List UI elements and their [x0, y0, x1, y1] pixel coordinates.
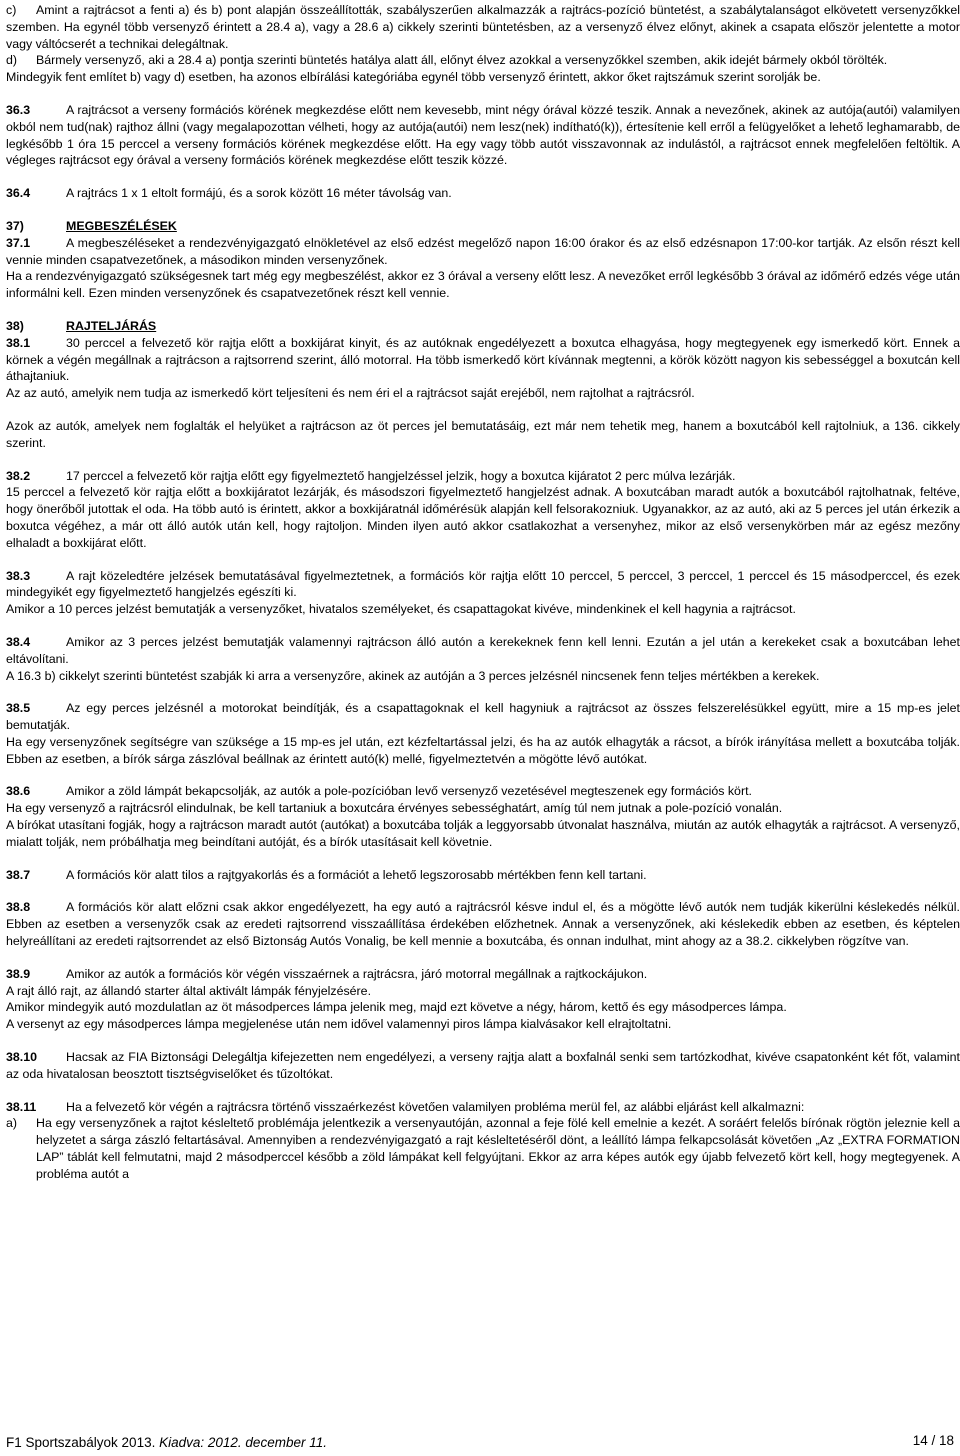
section-text: 17 perccel a felvezető kör rajtja előtt egy figyelmeztető hangjelzéssel jelzik, hogy a boxutca kijáratot 2 perc múlva lezárják. [66, 468, 736, 483]
section-number: 38.6 [6, 784, 31, 799]
section-38-11-a [6, 1115, 960, 1182]
paragraph-c [6, 2, 960, 52]
section-38-9 [6, 966, 960, 983]
section-38-4 [6, 634, 960, 668]
section-text: 30 perccel a felvezető kör rajtja előtt a boxkijárat kinyit, és az autóknak engedélyezett a boxutca elhagyása, hogy megtegyenek egy ismerkedő kört. Ennek a körnek a végén megállnak a rajtrácson a rajtsorrend szerint, álló motorral. Ha több ismerkedő kört kívánnak megtenni, a körök között nagyon kis sebességgel a boxutcán kell áthajtaniuk. [6, 335, 960, 384]
section-text: A rajtrács 1 x 1 eltolt formájú, és a sorok között 16 méter távolság van. [66, 186, 452, 201]
section-number: 38.2 [6, 468, 31, 483]
section-number: 36.4 [6, 186, 31, 201]
section-number: 38.3 [6, 568, 31, 583]
section-38-5-b: Ha egy versenyzőnek segítségre van szüksége a 15 mp-es jel után, ezt kézfeltartással jelzi, és ha az autók elhagyták a rácsot, a bírók irányítása mellett a boxutcába tolják. Ebben az esetben, a bírók sárga zászlóval beállnak az érintett autó(k) mellé, figyelmeztetvén a mögötte lévő autókat. [6, 734, 960, 766]
section-38-4-b: A 16.3 b) cikkelyt szerinti büntetést szabják ki arra a versenyzőre, akinek az autóján a 3 perces jelzésnél nincsenek fenn teljes mértékben a kerekek. [6, 668, 820, 683]
section-text: Amikor az autók a formációs kör végén visszaérnek a rajtrácsra, járó motorral megállnak a rajtkockájukon. [66, 966, 648, 981]
paragraph-c-text: Amint a rajtrácsot a fenti a) és b) pont alapján összeállították, szabályszerűen alkalmazzák a rajtrács-pozíció büntetést, a szabálytalanságot elkövetett versenyzőkkel szemben. Ha egynél több versenyző érintett a 28.4 a), vagy a 28.6 a) cikkely szerinti büntetésben, az a versenyző élvez előnyt, akinek a csapata először jelentette a motor vagy váltócserét a technikai delegáltnak. [6, 3, 960, 51]
heading-number: 37) [6, 218, 24, 233]
section-number: 38.8 [6, 900, 31, 915]
section-38-6-c: A bírókat utasítani fogják, hogy a rajtrácson maradt autót (autókat) a boxutcába tolják a leggyorsabb útvonalat használva, miután az autók elhagyták a rajtrácsot. A versenyző, mialatt tolják, nem próbálhatja meg beindítani autóját, és a bírók utasításait kell követnie. [6, 818, 960, 849]
section-38-9-d: A versenyt az egy másodperces lámpa megjelenése után nem idővel valamennyi piros lámpa kialvásakor kell elrajtoltatni. [6, 1017, 672, 1032]
footer-doc-edition: Kiadva: 2012. december 11. [159, 1435, 327, 1451]
section-number: 38.5 [6, 701, 31, 716]
paragraph-d-text: Bármely versenyző, aki a 28.4 a) pontja szerinti büntetés hatálya alatt áll, előnyt élvez azokkal a versenyzőkkel szemben, akik idejét bármely okból törölték. [36, 53, 888, 68]
heading-37 [6, 218, 960, 235]
section-38-5 [6, 700, 960, 734]
section-number: 36.3 [6, 102, 31, 117]
section-text: A rajtrácsot a verseny formációs körének megkezdése előtt nem kevesebb, mint négy órával közzé teszik. Annak a nevezőnek, akinek az autója(autói) valamilyen okból nem tud(nak) rajthoz állni (vagy megalapozottan vélheti, hogy az autója(autói) nem lesz(nek) indítható(k)), értesítenie kell erről a felügyelőket a lehető leghamarabb, de legkésőbb 1 óra 15 perccel a verseny formációs körének megkezdése előtt. Ha egy vagy több autót visszavonnak az indulástól, a rajtrácsot ennek megfelelően feltöltik. A végleges rajtrácsot egy órával a verseny formációs körének megkezdése előtt teszik közzé. [6, 102, 960, 168]
section-38-1-b: Az az autó, amelyik nem tudja az ismerkedő kört teljesíteni és nem éri el a rajtrácsot saját erejéből, nem rajtolhat a rajtrácsról. [6, 386, 695, 401]
section-38-6-b: Ha egy versenyző a rajtrácsról elindulnak, be kell tartaniuk a boxutcára érvényes sebességhatárt, amíg túl nem jutnak a pole-pozíció vonalán. [6, 801, 783, 816]
paragraph-d [6, 52, 960, 69]
section-text: Amikor az 3 perces jelzést bemutatják valamennyi rajtrácson álló autón a kerekeknek fenn kell lenni. Ezután a jel után a kerekeket csak a boxutcában lehet eltávolítani. [6, 634, 960, 666]
heading-title: MEGBESZÉLÉSEK [66, 218, 177, 233]
page-footer [6, 1428, 954, 1452]
heading-38 [6, 318, 960, 335]
section-38-3 [6, 568, 960, 602]
section-38-10 [6, 1049, 960, 1083]
section-37-1-b: Ha a rendezvényigazgató szükségesnek tart még egy megbeszélést, akkor ez 3 órával a verseny előtt lesz. A nevezőket erről legkésőbb 3 órával az időmérő edzés vége után informálni kell. Ezen minden versenyzőnek és csapatvezetőnek részt kell vennie. [6, 269, 960, 301]
section-number: 38.11 [6, 1099, 37, 1114]
section-38-9-c: Amikor mindegyik autó mozdulatlan az öt másodperces lámpa jelenik meg, majd ezt követve a négy, három, kettő és egy másodperces lámpa. [6, 1000, 787, 1015]
section-text: A megbeszéléseket a rendezvényigazgató elnökletével az első edzést megelőző napon 16:00 órakor és az első edzésnapon 17:00-kor tartják. Az elsőn részt kell vennie minden csapatvezetőnek, a másodikon minden versenyzőnek. [6, 235, 960, 267]
section-38-1-c: Azok az autók, amelyek nem foglalták el helyüket a rajtrácson az öt perces jel bemutatásáig, ezt már nem tehetik meg, hanem a boxutcából kell rajtolniuk, a 136. cikkely szerint. [6, 418, 960, 450]
section-38-11 [6, 1099, 960, 1116]
section-text: A formációs kör alatt tilos a rajtgyakorlás és a formációt a lehető legszorosabb mértékben fenn kell tartani. [66, 867, 647, 882]
section-38-3-b: Amikor a 10 perces jelzést bemutatják a versenyzőket, hivatalos személyeket, és csapattagokat kivéve, mindenkinek el kell hagynia a rajtrácsot. [6, 602, 796, 617]
list-label-a: a) [6, 1116, 18, 1131]
section-number: 38.7 [6, 867, 31, 882]
section-number: 38.4 [6, 634, 31, 649]
section-38-9-b: A rajt álló rajt, az állandó starter által aktivált lámpák fényjelzésére. [6, 983, 372, 998]
section-37-1 [6, 235, 960, 269]
section-text: Hacsak az FIA Biztonsági Delegáltja kifejezetten nem engedélyezi, a verseny rajtja alatt a boxfalnál senki sem tartózkodhat, kivéve csapatonként két főt, valamint az oda hivatalosan beosztott tisztségviselőket és tűzoltókat. [6, 1050, 960, 1081]
heading-title: RAJTELJÁRÁS [66, 318, 157, 333]
section-36-4 [6, 185, 960, 202]
list-label-d: d) [6, 53, 18, 68]
footer-left [6, 1435, 327, 1452]
list-item-text: Ha egy versenyzőnek a rajtot késleltető problémája jelentkezik a versenyautóján, azonnal a feje fölé kell emelnie a kezét. A soráért felelős bírónak rögtön jeleznie kell a helyzetet a sárga zászló feltartásával. Amennyiben a rendezvényigazgató a rajt késleltetéséről dönt, a leállító lámpa felkapcsolását követően „Az „EXTRA FORMATION LAP” táblát kell felmutatni, majd 2 másodperccel később a zöld lámpákat kell felgyújtani. Ekkor az arra képes autók egy újabb felvezető kört kell, hogy megtegyenek. A probléma autót a [36, 1116, 960, 1181]
paragraph-mindegyik: Mindegyik fent említet b) vagy d) esetben, ha azonos elbírálási kategóriába egynél több versenyző érintett, akkor őket rajtszámuk szerint sorolják be. [6, 70, 821, 85]
section-number: 38.10 [6, 1050, 38, 1065]
section-text: Az egy perces jelzésnél a motorokat beindítják, és a csapattagoknak el kell hagyniuk a rajtrácsot az összes felszerelésükkel együtt, mire a 15 mp-es jelet bemutatják. [6, 701, 960, 733]
section-36-3 [6, 102, 960, 169]
section-38-2-b: 15 perccel a felvezető kör rajtja előtt a boxkijáratot lezárják, és másodszori figyelmeztető hangjelzést adnak. A boxutcában maradt autók a boxutcából rajtolhatnak, feltéve, hogy önerőből jutottak el oda. Ha több autó is érintett, akkor a boxkijáratnál időmérésük alapján kell felsorakozniuk. Ugyanakkor, az az autó, aki az 5 perces jel után érkezik a boxutca végéhez, a már ott álló autók után kell, hogy rajtoljon. Minden ilyen autó akkor csatlakozhat a versenyhez, mikor az első versenykörben már az egész mezőny elhaladt a boxkijárat előtt. [6, 485, 960, 550]
section-number: 37.1 [6, 235, 31, 250]
section-38-1 [6, 335, 960, 385]
section-text: A formációs kör alatt előzni csak akkor engedélyezett, ha egy autó a rajtrácsról késve indul el, és a mögötte lévő autók nem tudják kikerülni késlekedés nélkül. Ebben az esetben a versenyzők csak az eredeti rajtsorrend visszaállítása érdekében előzhetnek. Annak a versenyzőnek, aki késlekedik ebben az esetben, és képtelen helyreállítani az eredeti rajtsorrendet az első Biztonság Autós Vonalig, be kell mennie a boxutcába, és onnan indulhat, mint ahogy az a 38.2. cikkelyben rögzítve van. [6, 900, 960, 949]
footer-doc-title: F1 Sportszabályok 2013. [6, 1435, 156, 1451]
section-38-6 [6, 783, 960, 800]
document-page [6, 2, 960, 1183]
section-text: A rajt közeledtére jelzések bemutatásával figyelmeztetnek, a formációs kör rajtja előtt 10 perccel, 5 perccel, 3 perccel, 1 perccel és 15 másodperccel, és ezek mindegyikét egy figyelmeztető hangjelzés egészíti ki. [6, 568, 960, 600]
heading-number: 38) [6, 318, 24, 333]
section-38-8 [6, 899, 960, 949]
section-number: 38.9 [6, 966, 31, 981]
section-38-2 [6, 468, 960, 485]
page-number: 14 / 18 [912, 1433, 954, 1449]
section-text: Amikor a zöld lámpát bekapcsolják, az autók a pole-pozícióban levő versenyző vezetésével megteszenek egy formációs kört. [66, 784, 752, 799]
section-number: 38.1 [6, 335, 31, 350]
section-text: Ha a felvezető kör végén a rajtrácsra történő visszaérkezést követően valamilyen probléma merül fel, az alábbi eljárást kell alkalmazni: [66, 1099, 805, 1114]
list-label-c: c) [6, 3, 17, 17]
section-38-7 [6, 867, 960, 884]
